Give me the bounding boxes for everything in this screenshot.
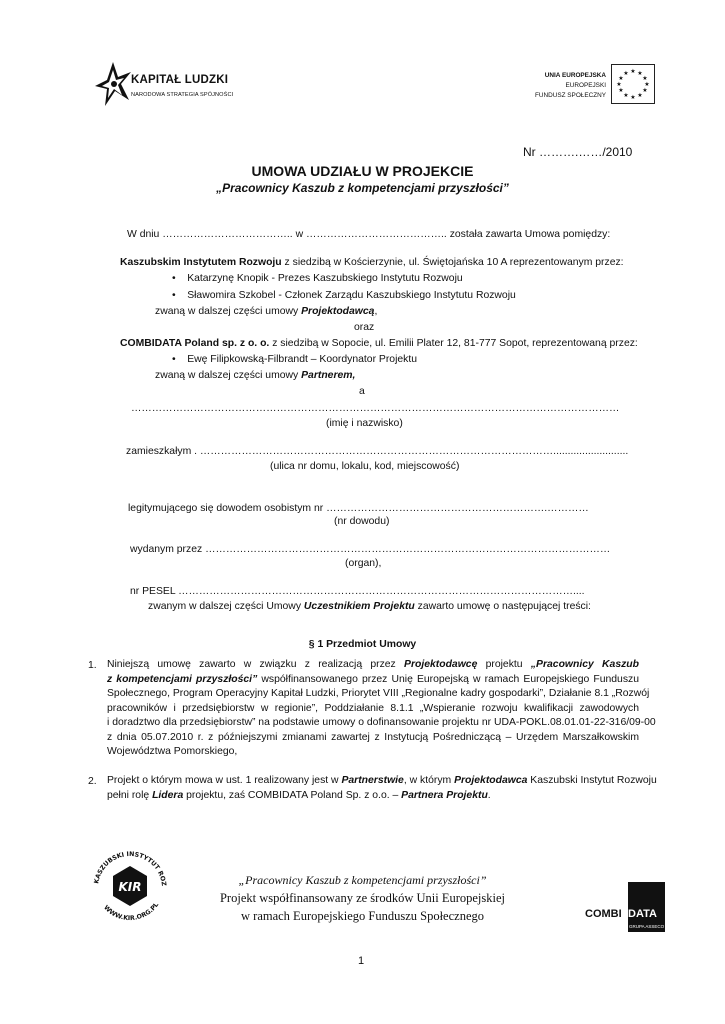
item-1-line — [107, 673, 639, 688]
party2-name: COMBIDATA Poland sp. z o. o. — [120, 338, 270, 349]
address-line: zamieszkałym . ………………………………………………………………………………………….......................... — [126, 446, 629, 457]
participant-line — [148, 601, 591, 613]
kir-mark: KIR — [118, 880, 142, 894]
svg-text:★: ★ — [623, 70, 629, 77]
text-run: Partnerstwie — [341, 775, 404, 786]
item-1-line — [107, 702, 639, 717]
svg-text:★: ★ — [630, 94, 636, 101]
kapital-ludzki-subtitle: NARODOWA STRATEGIA SPÓJNOŚCI — [131, 92, 234, 98]
text-run: Projektodawcę — [404, 659, 478, 670]
text-run: współfinansowanego przez Unię Europejską w ramach Europejskiego Funduszu — [257, 673, 640, 685]
text-run: „Pracownicy Kaszub — [530, 659, 639, 670]
kapital-ludzki-title: KAPITAŁ LUDZKI — [131, 74, 229, 86]
kapital-ludzki-star-icon — [93, 60, 133, 108]
a-label: a — [359, 386, 365, 397]
kir-url: WWW.KIR.ORG.PL — [102, 901, 161, 923]
footer-fund: w ramach Europejskiego Funduszu Społecznego — [241, 909, 484, 923]
item-1-line — [107, 687, 650, 702]
id-line: legitymującego się dowodem osobistym nr ……………………………………………………….………… — [128, 503, 589, 514]
text-run: Projektodawca — [454, 775, 528, 786]
issued-caption: (organ), — [345, 558, 382, 569]
svg-text:★: ★ — [637, 70, 643, 77]
party2-called — [155, 370, 355, 382]
text-run: Niniejszą umowę zawarto w związku z realizacją przez — [107, 659, 405, 670]
svg-text:★: ★ — [642, 75, 648, 82]
text-run: z dnia 05.07.2010 r. z późniejszymi zmianami zawartej z Instytucją Pośredniczącą – Urzędem Marszałkowskim — [107, 731, 639, 743]
pesel-line: nr PESEL …………………………………………………………………………………………………….... — [130, 586, 585, 597]
svg-text:★: ★ — [642, 87, 648, 94]
participant-post: zawarto umowę o następującej treści: — [414, 601, 591, 612]
party1-called-text: zwaną w dalszej części umowy — [155, 306, 302, 317]
item-2-paragraph — [107, 774, 657, 803]
text-run: i doradztwo dla przedsiębiorstw” na podstawie umowy o dofinansowanie projektu nr UDA-POKL.08.01.01-22-316/09-00 — [107, 717, 656, 728]
document-title: UMOWA UDZIAŁU W PROJEKCIE — [251, 163, 474, 179]
address-caption: (ulica nr domu, lokalu, kod, miejscowość) — [270, 461, 460, 472]
text-run: Społecznego, Program Operacyjny Kapitał Ludzki, Priorytet VIII „Regionalne kadry gospodarki”, Działanie 8.1 „Rozwój — [107, 688, 650, 699]
svg-text:★: ★ — [618, 87, 624, 94]
text-run: Województwa Pomorskiego, — [107, 746, 238, 757]
item-1-line — [107, 731, 639, 746]
combidata-sub: GRUPA ASSECO — [629, 924, 665, 929]
item-1-line — [107, 745, 639, 760]
party2-role: Partnerem, — [301, 370, 356, 381]
text-run: , w którym — [403, 775, 455, 786]
text-run: Projekt o którym mowa w ust. 1 realizowany jest w — [107, 775, 342, 786]
svg-text:★: ★ — [623, 92, 629, 99]
page-number: 1 — [358, 955, 365, 967]
text-run: pracowników i przedsiębiorstw w regionie”, Poddziałanie 8.1.1 „Wspieranie rozwoju kwalifikacji zawodowych — [107, 702, 639, 714]
ue-line-1: UNIA EUROPEJSKA — [544, 72, 606, 79]
party1-rep1-text: Katarzynę Knopik - Prezes Kaszubskiego Instytutu Rozwoju — [187, 273, 463, 284]
eu-flag-icon — [611, 64, 655, 104]
party1-details: z siedzibą w Kościerzynie, ul. Świętojańska 10 A reprezentowanym przez: — [281, 257, 624, 268]
party2-rep1-text: Ewę Filipkowską-Filbrandt – Koordynator Projektu — [187, 354, 418, 365]
text-run: Kaszubski Instytut Rozwoju — [527, 775, 657, 786]
svg-text:★: ★ — [637, 92, 643, 99]
oraz-label: oraz — [354, 322, 375, 333]
item-1-line — [107, 716, 656, 731]
svg-text:★: ★ — [644, 81, 650, 88]
kir-ring-text: KASZUBSKI INSTYTUT ROZ — [93, 850, 167, 887]
item-1-number: 1. — [88, 660, 97, 671]
issued-line: wydanym przez ……………………………………………………………………………………………………… — [130, 544, 611, 555]
svg-text:★: ★ — [616, 81, 622, 88]
party2-details: z siedzibą w Sopocie, ul. Emilii Plater 12, 81-777 Sopot, reprezentowaną przez: — [269, 338, 638, 349]
party1-rep2-text: Sławomira Szkobel - Członek Zarządu Kaszubskiego Instytutu Rozwoju — [187, 290, 516, 301]
party2-rep1: • Ewę Filipkowską-Filbrandt – Koordynator Projektu — [172, 354, 418, 365]
party1-name: Kaszubskim Instytutem Rozwoju — [120, 257, 282, 268]
text-run: projektu, zaś COMBIDATA Poland Sp. z o.o. – — [183, 789, 402, 801]
party2-called-text: zwaną w dalszej części umowy — [155, 370, 302, 381]
party1-called — [155, 306, 377, 318]
item-2-number: 2. — [88, 776, 97, 787]
svg-text:★: ★ — [618, 75, 624, 82]
combidata-logo — [585, 882, 665, 932]
text-run: pełni rolę — [107, 789, 153, 801]
id-caption: (nr dowodu) — [334, 516, 390, 527]
ue-line-3: FUNDUSZ SPOŁECZNY — [534, 92, 606, 99]
footer-project-name: „Pracownicy Kaszub z kompetencjami przyszłości” — [238, 873, 487, 887]
party1-role: Projektodawcą — [301, 306, 375, 317]
participant-pre: zwanym w dalszej części Umowy — [148, 601, 304, 612]
ue-line-2: EUROPEJSKI — [565, 82, 606, 89]
document-number: Nr ……….……/2010 — [523, 145, 633, 159]
document-subtitle: „Pracownicy Kaszub z kompetencjami przyszłości” — [216, 181, 509, 195]
svg-text:★: ★ — [630, 68, 636, 75]
item-1-line — [107, 658, 639, 673]
text-run: . — [487, 789, 491, 801]
party1-rep1: • Katarzynę Knopik - Prezes Kaszubskiego Instytutu Rozwoju — [172, 273, 463, 284]
item-2-line — [107, 774, 657, 789]
item-2-line — [107, 789, 639, 804]
text-run: Partnera Projektu — [401, 789, 488, 801]
participant-role: Uczestnikiem Projektu — [303, 601, 415, 612]
combidata-combi: COMBI — [585, 908, 622, 920]
combidata-data: DATA — [628, 908, 657, 920]
intro-line: W dniu ……………………………….. w ………………………………….. została zawarta Umowa pomiędzy: — [127, 229, 611, 240]
party1-rep2: • Sławomira Szkobel - Członek Zarządu Kaszubskiego Instytutu Rozwoju — [172, 290, 516, 301]
section-1-title: § 1 Przedmiot Umowy — [308, 639, 417, 650]
item-1-paragraph — [107, 658, 656, 760]
party1-comma: , — [374, 306, 378, 317]
party1-line — [120, 257, 624, 269]
footer-cofinanced: Projekt współfinansowany ze środków Unii Europejskiej — [219, 891, 506, 905]
name-caption: (imię i nazwisko) — [326, 418, 403, 429]
name-dots: …………………………………………………………………………………………………………………………… — [131, 403, 620, 414]
party2-line — [120, 338, 638, 350]
text-run: z kompetencjami przyszłości” — [107, 673, 258, 685]
text-run: Lidera — [152, 789, 184, 801]
text-run: projektu — [477, 659, 531, 670]
